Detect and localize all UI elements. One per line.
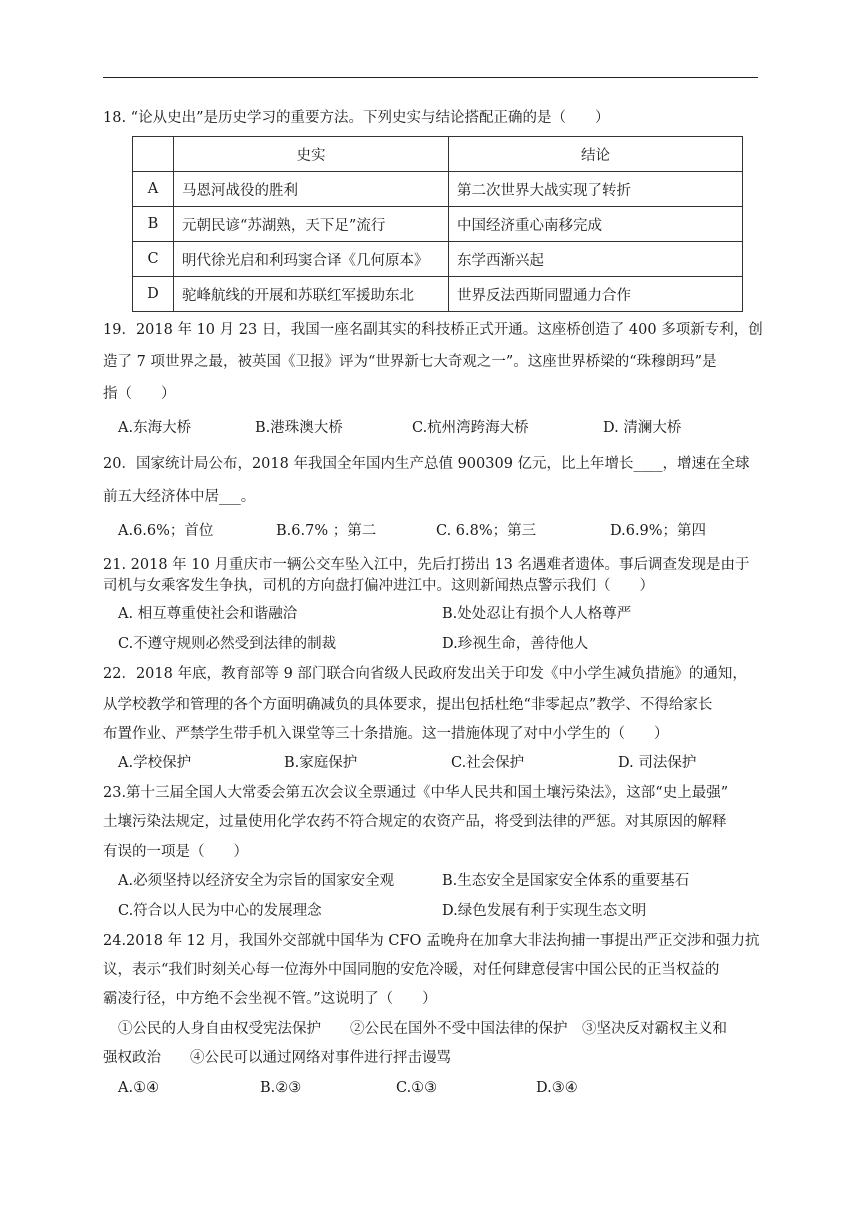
q24-line-3: 霸凌行径，中方绝不会坐视不管。”这说明了（ ）: [103, 991, 437, 1007]
q21-option-a: A. 相互尊重使社会和谐融洽: [118, 606, 298, 622]
q23-option-a: A.必须坚持以经济安全为宗旨的国家安全观: [118, 873, 395, 889]
q23-option-b: B.生态安全是国家安全体系的重要基石: [442, 873, 690, 889]
q24-option-d: D.③④: [536, 1080, 578, 1096]
row-conclusion: 中国经济重心南移完成: [449, 207, 743, 242]
q24-option-c: C.①③: [396, 1080, 438, 1096]
q20-option-a: A.6.6%；首位: [118, 523, 214, 539]
q20-option-b: B.6.7% ；第二: [276, 523, 377, 539]
row-fact: 马恩河战役的胜利: [174, 172, 449, 207]
q23-line-3: 有误的一项是（ ）: [103, 844, 248, 860]
q21-line-1: 21. 2018 年 10 月重庆市一辆公交车坠入江中，先后打捞出 13 名遇难者遗体。事后调查发现是由于: [103, 557, 750, 573]
row-conclusion: 第二次世界大战实现了转折: [449, 172, 743, 207]
q19-option-d: D. 清澜大桥: [603, 420, 682, 436]
q20-line-2: 前五大经济体中居___。: [103, 489, 256, 505]
q22-line-1: 22．2018 年底，教育部等 9 部门联合向省级人民政府发出关于印发《中小学生减负措施》的通知，: [103, 666, 747, 682]
row-fact: 明代徐光启和利玛窦合译《几何原本》: [174, 242, 449, 277]
row-conclusion: 东学西渐兴起: [449, 242, 743, 277]
q20-line-1: 20．国家统计局公布，2018 年我国全年国内生产总值 900309 亿元，比上年增长____，增速在全球: [103, 456, 750, 472]
q19-option-c: C.杭州湾跨海大桥: [412, 420, 529, 436]
q23-option-d: D.绿色发展有利于实现生态文明: [442, 903, 647, 919]
table-row: [133, 242, 743, 277]
q22-line-3: 布置作业、严禁学生带手机入课堂等三十条措施。这一措施体现了对中小学生的（ ）: [103, 726, 669, 742]
q22-line-2: 从学校教学和管理的各个方面明确减负的具体要求，提出包括杜绝“非零起点”教学、不得给家长: [103, 697, 713, 713]
q19-line-2: 造了 7 项世界之最，被英国《卫报》评为“世界新七大奇观之一”。这座世界桥梁的“珠穆朗玛”是: [103, 354, 717, 370]
table-row: [133, 207, 743, 242]
q19-line-1: 19．2018 年 10 月 23 日，我国一座名副其实的科技桥正式开通。这座桥创造了 400 多项新专利，创: [103, 322, 763, 338]
q22-option-b: B.家庭保护: [284, 755, 358, 771]
q18-table: [132, 136, 743, 312]
row-letter: A: [133, 172, 174, 207]
row-fact: 驼峰航线的开展和苏联红军援助东北: [174, 277, 449, 312]
table-header-blank: [133, 137, 174, 172]
table-row: [133, 172, 743, 207]
q23-line-1: 23.第十三届全国人大常委会第五次会议全票通过《中华人民共和国土壤污染法》，这部“史上最强”: [103, 785, 729, 801]
q24-line-2: 议，表示“我们时刻关心每一位海外中国同胞的安危冷暖，对任何肆意侵害中国公民的正当权益的: [103, 962, 720, 978]
q24-statements-1: ①公民的人身自由权受宪法保护 ②公民在国外不受中国法律的保护 ③坚决反对霸权主义和: [118, 1021, 727, 1037]
table-row: [133, 277, 743, 312]
table-header-fact: 史实: [174, 137, 449, 172]
q24-option-b: B.②③: [260, 1080, 302, 1096]
q21-option-c: C.不遵守规则必然受到法律的制裁: [118, 636, 337, 652]
table-header-conclusion: 结论: [449, 137, 743, 172]
q22-option-a: A.学校保护: [118, 755, 192, 771]
q19-option-a: A.东海大桥: [118, 420, 192, 436]
q20-option-c: C. 6.8%；第三: [436, 523, 537, 539]
row-conclusion: 世界反法西斯同盟通力合作: [449, 277, 743, 312]
q19-line-3: 指（ ）: [103, 386, 176, 402]
q23-option-c: C.符合以人民为中心的发展理念: [118, 903, 322, 919]
q24-statements-2: 强权政治 ④公民可以通过网络对事件进行抨击谩骂: [103, 1050, 451, 1066]
q22-option-c: C.社会保护: [451, 755, 525, 771]
q21-line-2: 司机与女乘客发生争执，司机的方向盘打偏冲进江中。这则新闻热点警示我们（ ）: [103, 578, 654, 594]
q23-line-2: 土壤污染法规定，过量使用化学农药不符合规定的农资产品，将受到法律的严惩。对其原因的解释: [103, 814, 727, 830]
row-letter: B: [133, 207, 174, 242]
q21-option-d: D.珍视生命，善待他人: [442, 636, 589, 652]
row-letter: C: [133, 242, 174, 277]
q20-option-d: D.6.9%；第四: [610, 523, 707, 539]
row-letter: D: [133, 277, 174, 312]
q24-line-1: 24.2018 年 12 月，我国外交部就中国华为 CFO 孟晚舟在加拿大非法拘捕一事提出严正交涉和强力抗: [103, 933, 760, 949]
table-header-row: [133, 137, 743, 172]
q24-option-a: A.①④: [118, 1080, 160, 1096]
q22-option-d: D. 司法保护: [618, 755, 697, 771]
header-rule: [103, 77, 758, 78]
q21-option-b: B.处处忍让有损个人人格尊严: [442, 606, 632, 622]
row-fact: 元朝民谚“苏湖熟，天下足”流行: [174, 207, 449, 242]
q18-stem: 18. “论从史出”是历史学习的重要方法。下列史实与结论搭配正确的是（ ）: [103, 110, 610, 126]
q19-option-b: B.港珠澳大桥: [255, 420, 343, 436]
